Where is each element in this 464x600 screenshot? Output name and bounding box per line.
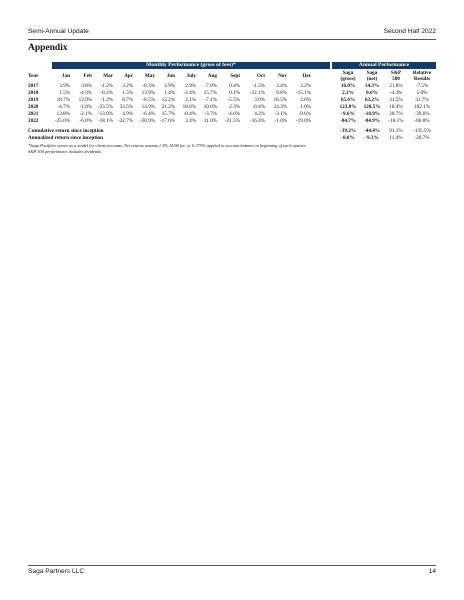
annual-header-line2: Results (413, 76, 431, 82)
table-bands (28, 62, 436, 69)
column-header: Feb (83, 73, 92, 79)
table-cell: -18.1% (388, 118, 404, 124)
table-cell: -21.5% (224, 118, 240, 124)
summary-label: Cumulative return since inception (28, 128, 104, 134)
table-cell: 13.9% (78, 97, 92, 103)
table-cell: -2.1% (79, 111, 92, 117)
performance-table (28, 62, 436, 154)
table-cell: 12.2% (161, 97, 175, 103)
table-cell: 3.6% (254, 97, 265, 103)
year-cell: 2018 (28, 90, 39, 96)
table-cell: 0.1% (229, 90, 240, 96)
table-cell: -9.6% (298, 111, 311, 117)
table-header-row (28, 69, 436, 83)
table-cell: 28.7% (389, 111, 403, 117)
table-cell: -16.4% (249, 118, 265, 124)
band-monthly: Monthly Performance (gross of fees)* (52, 62, 330, 69)
table-cell: -9.6% (341, 111, 355, 117)
page-header (28, 28, 436, 38)
table-cell: -1.2% (100, 83, 113, 89)
table-cell: 4.2% (254, 111, 265, 117)
table-cell: -39.6% (414, 111, 430, 117)
table-cell: 2.9% (185, 83, 196, 89)
table-cell: -84.9% (364, 118, 380, 124)
column-header: Oct (256, 73, 265, 79)
table-cell: -5.5% (227, 97, 240, 103)
column-header: Mar (103, 73, 113, 79)
annual-column-header (409, 70, 435, 82)
table-cell: 11.0% (203, 118, 217, 124)
year-cell: 2021 (28, 111, 39, 117)
summary-cell: -8.0% (341, 135, 355, 141)
table-cell: 18.4% (389, 104, 403, 110)
summary-cell: -9.3% (365, 135, 379, 141)
annual-column-header (359, 70, 385, 82)
table-cell: 3.4% (276, 83, 287, 89)
note-line: *Saga Portfolio serves as a model for client accounts. Net returns assume 1.5% AUM fee, or 0.375% applied to account balance at beginning of each quarter. (28, 143, 307, 148)
table-cell: 0.6% (366, 90, 378, 96)
table-cell: 4.9% (122, 111, 133, 117)
note-line: S&P 500 performance includes dividends. (28, 148, 103, 154)
annual-header-line1: Relative (412, 70, 432, 76)
table-cell: 15.7% (203, 90, 217, 96)
table-cell: 2.1% (342, 90, 354, 96)
column-header: Aug (207, 73, 217, 79)
table-row (28, 83, 436, 90)
table-cell: 21.2% (161, 104, 175, 110)
table-cell: -6.0% (79, 118, 92, 124)
annual-header-line1: Saga (342, 70, 354, 76)
annual-header-line1: S&P (390, 70, 402, 76)
column-header: Jan (61, 73, 70, 79)
table-cell: 120.5% (363, 104, 381, 110)
table-cell: -4.4% (389, 90, 403, 96)
table-cell: 4.9% (164, 83, 175, 89)
column-header: Dec (302, 73, 311, 79)
table-cell: 31.7% (415, 97, 429, 103)
table-cell: -1.5% (252, 83, 265, 89)
table-cell: -32.7% (117, 118, 133, 124)
table-cell: -3.7% (204, 111, 217, 117)
summary-row (28, 128, 436, 135)
table-cell: -13.0% (97, 111, 113, 117)
column-header: Year (28, 73, 39, 79)
page-title: Appendix (28, 43, 68, 53)
table-cell: 15.7% (161, 111, 175, 117)
table-cell: 1.5% (122, 90, 133, 96)
table-cell: 18.7% (56, 97, 70, 103)
table-cell: -7.1% (204, 97, 217, 103)
table-cell: 24.3% (273, 104, 287, 110)
table-cell: -18.1% (97, 118, 113, 124)
summary-row (28, 135, 436, 142)
table-cell: 18.6% (182, 104, 196, 110)
column-header: Sept (230, 73, 240, 79)
table-cell: 3.2% (300, 83, 311, 89)
year-cell: 2022 (28, 118, 39, 124)
table-cell: -25.0% (54, 118, 70, 124)
table-cell: 10.0% (203, 104, 217, 110)
table-cell: 0.4% (229, 83, 240, 89)
table-cell: 63.2% (364, 97, 380, 103)
table-cell: -0.3% (142, 83, 155, 89)
table-body (28, 83, 436, 125)
annual-column-header (335, 70, 361, 82)
table-cell: 31.5% (389, 97, 403, 103)
summary-cell: -135.5% (413, 128, 431, 134)
summary-cell: 11.4% (389, 135, 403, 141)
table-cell: -0.4% (183, 111, 196, 117)
table-cell: 123.8% (339, 104, 357, 110)
table-row (28, 118, 436, 125)
table-cell: -1.2% (100, 97, 113, 103)
table-cell: 2.6% (300, 97, 311, 103)
table-cell: 14.9% (141, 104, 155, 110)
table-cell: 6.8% (276, 90, 287, 96)
table-row (28, 90, 436, 97)
table-cell: 2.3% (229, 104, 240, 110)
table-cell: -4.6% (227, 111, 240, 117)
table-row (28, 97, 436, 104)
header-right-text: Second Half 2022 (383, 28, 436, 35)
annual-header-line2: (net) (366, 76, 378, 82)
table-cell: -7.5% (415, 83, 429, 89)
table-cell: -7.0% (204, 83, 217, 89)
table-cell: -4.3% (79, 90, 92, 96)
year-cell: 2019 (28, 97, 39, 103)
footer-left-text: Saga Partners LLC (28, 568, 85, 575)
table-cell: -20.9% (139, 118, 155, 124)
table-cell: -19.0% (295, 118, 311, 124)
table-cell: 5.0% (416, 90, 428, 96)
summary-cell: -44.4% (364, 128, 380, 134)
year-cell: 2017 (28, 83, 39, 89)
table-cell: -1.0% (79, 104, 92, 110)
table-cell: -4.7% (57, 104, 70, 110)
summary-cell: 91.1% (389, 128, 403, 134)
column-header: May (144, 73, 155, 79)
table-cell: -0.4% (252, 104, 265, 110)
annual-column-header (383, 70, 409, 82)
table-cell: -15.1% (295, 90, 311, 96)
table-cell: 1.5% (59, 90, 70, 96)
annual-header-line2: (gross) (340, 76, 356, 82)
column-header: July (186, 73, 196, 79)
table-cell: 14.3% (364, 83, 380, 89)
table-cell: 102.1% (414, 104, 430, 110)
table-cell: -17.6% (159, 118, 175, 124)
column-header: Nov (278, 73, 287, 79)
table-row (28, 104, 436, 111)
header-left-text: Semi-Annual Update (28, 28, 89, 35)
table-cell: -23.5% (97, 104, 113, 110)
summary-cell: -20.7% (414, 135, 430, 141)
table-cell: 13.9% (141, 90, 155, 96)
table-cell: 21.8% (389, 83, 403, 89)
summary-cell: -39.2% (340, 128, 356, 134)
table-cell: 16.5% (273, 97, 287, 103)
table-cell: 3.9% (59, 83, 70, 89)
table-cell: 3.4% (185, 118, 196, 124)
year-cell: 2020 (28, 104, 39, 110)
table-cell: 1.4% (164, 90, 175, 96)
table-cell: 3.2% (122, 83, 133, 89)
table-cell: 65.6% (340, 97, 356, 103)
summary-label: Annualized return since inception (28, 135, 103, 141)
band-annual: Annual Performance (332, 62, 436, 69)
table-cell: -8.5% (142, 97, 155, 103)
table-cell: -84.7% (340, 118, 356, 124)
table-cell: -10.9% (364, 111, 380, 117)
table-cell: -3.1% (274, 111, 287, 117)
table-cell: -0.2% (100, 90, 113, 96)
column-header: Jun (166, 73, 175, 79)
column-header: Apr (124, 73, 133, 79)
table-cell: 1.0% (300, 104, 311, 110)
table-row (28, 111, 436, 118)
page-footer (28, 568, 436, 578)
table-cell: -66.8% (414, 118, 430, 124)
table-cell: 3.8% (81, 83, 92, 89)
table-cell: 2.1% (185, 97, 196, 103)
table-cell: -6.4% (142, 111, 155, 117)
table-cell: 16.0% (340, 83, 356, 89)
header-rule (28, 39, 436, 40)
footer-rule (28, 565, 436, 566)
table-cell: 33.5% (119, 104, 133, 110)
table-cell: -1.0% (274, 118, 287, 124)
table-summary (28, 128, 436, 142)
table-notes (28, 143, 436, 154)
annual-header-line2: 500 (392, 76, 400, 82)
table-cell: -2.4% (183, 90, 196, 96)
table-cell: -12.1% (249, 90, 265, 96)
annual-header-line1: Saga (366, 70, 378, 76)
table-cell: 13.8% (56, 111, 70, 117)
table-cell: 8.7% (122, 97, 133, 103)
page-number: 14 (428, 568, 436, 575)
